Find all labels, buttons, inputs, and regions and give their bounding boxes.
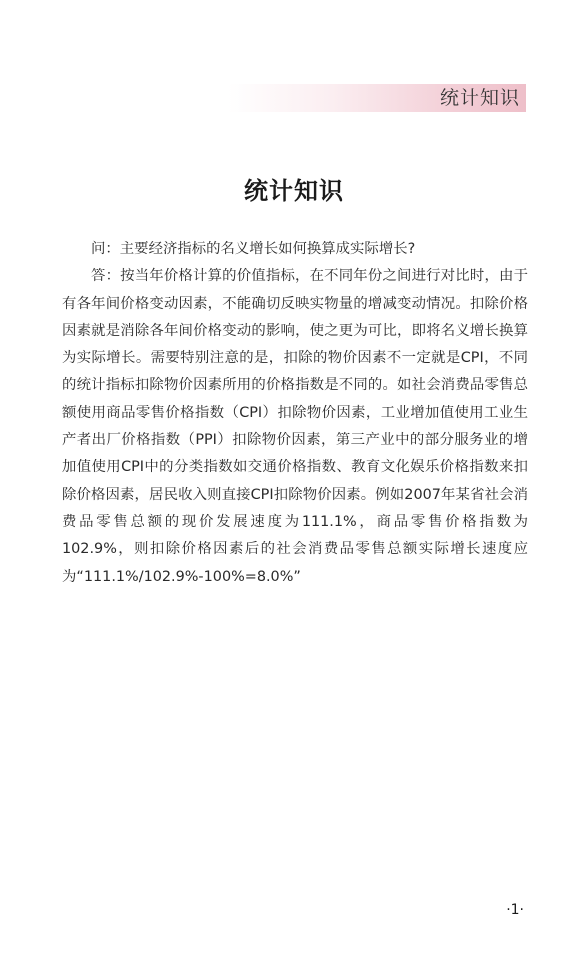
answer-paragraph: 答：按当年价格计算的价值指标，在不同年份之间进行对比时，由于有各年间价格变动因素，不能确切反映实物量的增减变动情况。扣除价格因素就是消除各年间价格变动的影响，使之更为可比，即将名义增长换算为实际增长。需要特别注意的是，扣除的物价因素不一定就是CPI，不同的统计指标扣除物价因素所用的价格指数是不同的。如社会消费品零售总额使用商品零售价格指数（CPI）扣除物价因素，工业增加值使用工业生产者出厂价格指数（PPI）扣除物价因素，第三产业中的部分服务业的增加值使用CPI中的分类指数如交通价格指数、教育文化娱乐价格指数来扣除价格因素，居民收入则直接CPI扣除物价因素。例如2007年某省社会消费品零售总额的现价发展速度为111.1%，商品零售价格指数为102.9%，则扣除价格因素后的社会消费品零售总额实际增长速度应为“111.1%/102.9%-100%=8.0%”: [62, 268, 528, 585]
page-number: ·1·: [506, 902, 524, 918]
section-header-band: [228, 84, 526, 112]
section-header-label: 统计知识: [439, 87, 520, 109]
article-body: [62, 236, 528, 591]
question-paragraph: 问：主要经济指标的名义增长如何换算成实际增长?: [91, 241, 416, 257]
page-title: 统计知识: [244, 177, 344, 205]
